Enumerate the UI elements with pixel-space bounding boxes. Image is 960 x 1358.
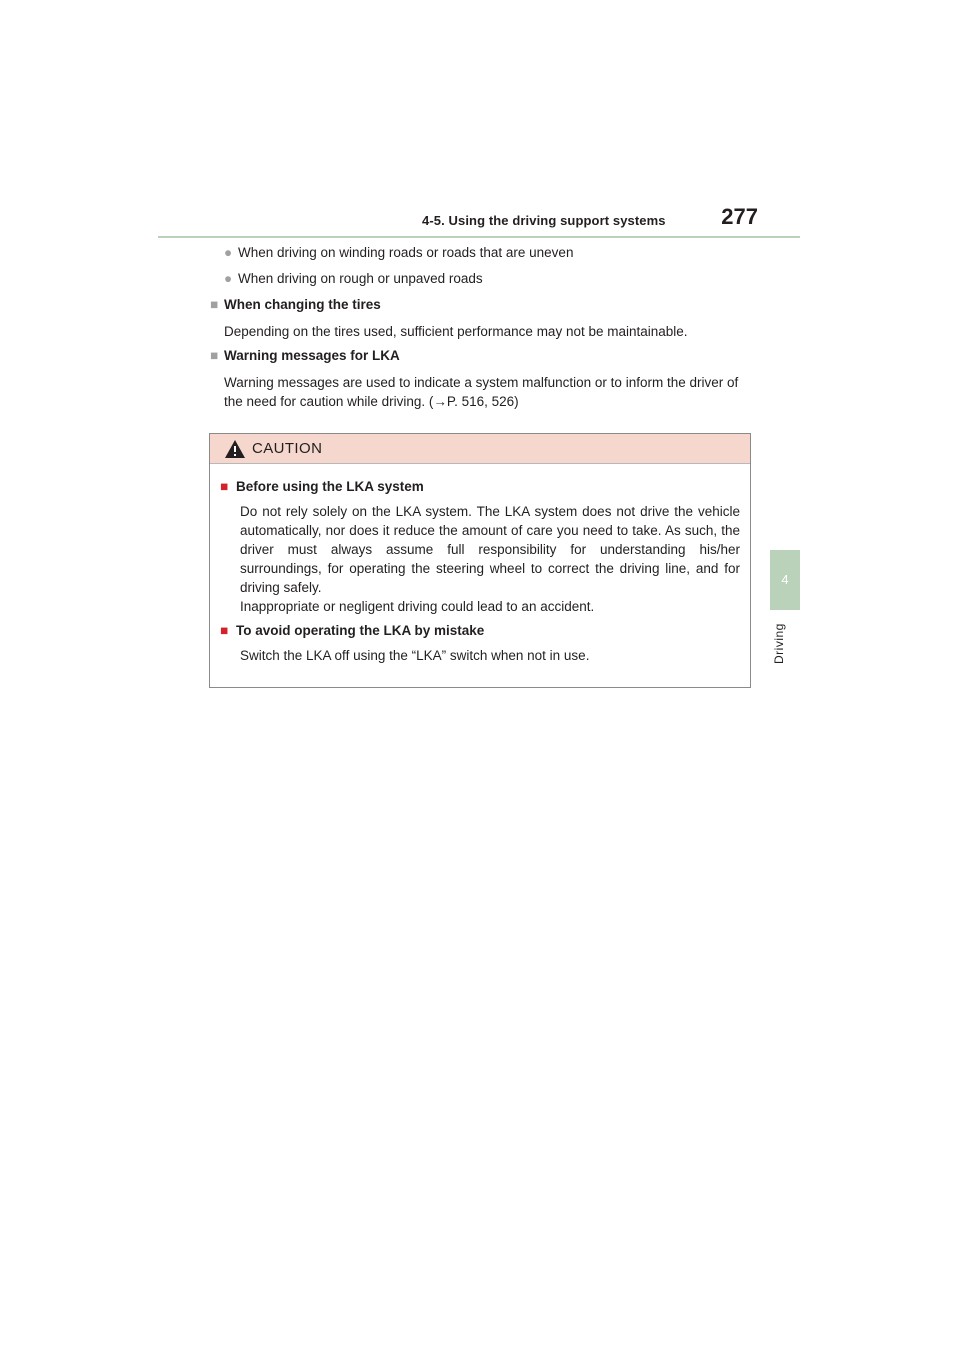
caution-paragraph [220, 502, 740, 616]
paragraph: Depending on the tires used, sufficient performance may not be maintainable. [224, 324, 688, 339]
caution-title: CAUTION [252, 440, 323, 457]
chapter-label: Driving [772, 623, 786, 665]
list-item-text: When driving on rough or unpaved roads [238, 271, 483, 286]
list-item-text: When driving on winding roads or roads that are uneven [238, 245, 574, 260]
list-item [210, 270, 750, 290]
warning-triangle-icon [224, 439, 246, 459]
caution-subheading-text: To avoid operating the LKA by mistake [236, 623, 485, 638]
caution-paragraph-text: Do not rely solely on the LKA system. The LKA system does not drive the vehicle automatically, nor does it reduce the amount of care you need to take. As such, the driver must always assume full responsibility for understanding his/her surroundings, for operating the steering wheel to correct the driving line, and for driving safely. [240, 504, 740, 595]
subheading-text: When changing the tires [224, 297, 381, 312]
paragraph: Warning messages are used to indicate a system malfunction or to inform the driver of the need for caution while driving. (→P. 516, 526) [224, 375, 739, 409]
caution-subheading [220, 622, 740, 640]
list-item [210, 244, 750, 264]
subheading-text: Warning messages for LKA [224, 348, 400, 363]
square-marker-icon: ■ [220, 479, 229, 494]
caution-subheading-text: Before using the LKA system [236, 479, 424, 494]
caution-paragraph [220, 646, 740, 665]
subheading [210, 347, 750, 367]
square-marker-icon: ■ [210, 348, 219, 363]
caution-box [209, 433, 751, 688]
page-number: 277 [721, 204, 758, 229]
caution-paragraph-text: Switch the LKA off using the “LKA” switch when not in use. [240, 648, 590, 663]
bullet-icon: ● [224, 245, 233, 260]
bullet-icon: ● [224, 271, 233, 286]
section-title: 4-5. Using the driving support systems [422, 213, 666, 228]
square-marker-icon: ■ [220, 623, 229, 638]
chapter-tab: 4 [770, 550, 800, 610]
caution-body [210, 464, 750, 665]
subheading [210, 296, 750, 316]
caution-subheading [220, 478, 740, 496]
caution-header [210, 434, 750, 464]
main-content [210, 244, 750, 417]
caution-paragraph-text: Inappropriate or negligent driving could lead to an accident. [240, 599, 595, 614]
square-marker-icon: ■ [210, 297, 219, 312]
page-header [158, 202, 800, 238]
